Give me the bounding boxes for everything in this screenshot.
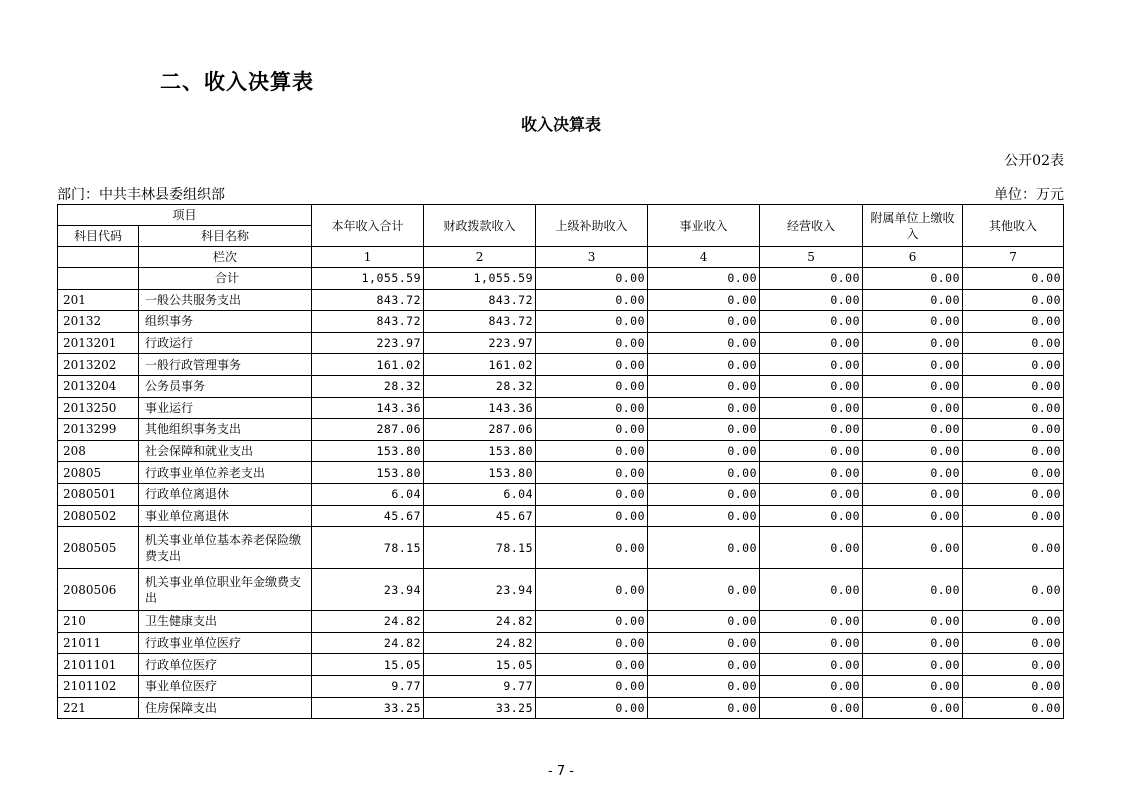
value-cell: 0.00: [963, 675, 1064, 697]
value-cell: 0.00: [536, 311, 648, 333]
value-cell: 287.06: [312, 419, 424, 441]
value-cell: 0.00: [863, 505, 963, 527]
value-cell: 0.00: [648, 462, 760, 484]
header-affiliated: 附属单位上缴收入: [863, 205, 963, 247]
value-cell: 0.00: [760, 354, 863, 376]
value-cell: 1,055.59: [312, 268, 424, 290]
value-cell: 843.72: [424, 289, 536, 311]
value-cell: 0.00: [536, 332, 648, 354]
header-code: 科目代码: [58, 226, 139, 247]
header-total: 本年收入合计: [312, 205, 424, 247]
table-row: [58, 654, 1064, 676]
table-row: [58, 289, 1064, 311]
value-cell: 0.00: [963, 632, 1064, 654]
value-cell: 45.67: [312, 505, 424, 527]
section-heading: 二、收入决算表: [160, 70, 314, 94]
department-label: 部门：中共丰林县委组织部: [57, 187, 225, 203]
value-cell: 78.15: [312, 527, 424, 569]
value-cell: 0.00: [863, 419, 963, 441]
value-cell: 0.00: [963, 527, 1064, 569]
table-row: [58, 440, 1064, 462]
subject-name: 其他组织事务支出: [139, 419, 312, 441]
value-cell: 0.00: [863, 654, 963, 676]
table-title: 收入决算表: [520, 115, 601, 134]
value-cell: 0.00: [536, 375, 648, 397]
value-cell: 0.00: [760, 289, 863, 311]
value-cell: 143.36: [424, 397, 536, 419]
subject-code: 221: [58, 697, 139, 719]
subject-code: 2101102: [58, 675, 139, 697]
value-cell: 161.02: [312, 354, 424, 376]
value-cell: 0.00: [648, 527, 760, 569]
value-cell: 0.00: [760, 419, 863, 441]
table-row: [58, 675, 1064, 697]
value-cell: 0.00: [760, 569, 863, 611]
value-cell: 0.00: [536, 697, 648, 719]
value-cell: 0.00: [648, 440, 760, 462]
subject-name: 社会保障和就业支出: [139, 440, 312, 462]
value-cell: 0.00: [863, 483, 963, 505]
value-cell: 0.00: [648, 332, 760, 354]
subject-code: 20805: [58, 462, 139, 484]
table-row: [58, 354, 1064, 376]
value-cell: 0.00: [963, 654, 1064, 676]
page-number: - 7 -: [548, 764, 574, 779]
value-cell: 161.02: [424, 354, 536, 376]
subject-code: 2101101: [58, 654, 139, 676]
value-cell: 0.00: [760, 483, 863, 505]
value-cell: 9.77: [312, 675, 424, 697]
value-cell: 0.00: [760, 505, 863, 527]
subject-code: 2080506: [58, 569, 139, 611]
lanci-col: 5: [760, 247, 863, 268]
value-cell: 0.00: [536, 419, 648, 441]
subject-name: 一般公共服务支出: [139, 289, 312, 311]
value-cell: 0.00: [648, 611, 760, 633]
value-cell: 0.00: [963, 611, 1064, 633]
value-cell: 0.00: [760, 611, 863, 633]
subject-name: 组织事务: [139, 311, 312, 333]
header-operating: 经营收入: [760, 205, 863, 247]
table-body: [58, 268, 1064, 719]
value-cell: 28.32: [312, 375, 424, 397]
value-cell: 0.00: [963, 354, 1064, 376]
value-cell: 0.00: [648, 632, 760, 654]
value-cell: 0.00: [760, 440, 863, 462]
income-table: [57, 204, 1064, 719]
value-cell: 0.00: [648, 569, 760, 611]
value-cell: 0.00: [536, 354, 648, 376]
value-cell: 23.94: [424, 569, 536, 611]
value-cell: 0.00: [863, 527, 963, 569]
table-row: [58, 462, 1064, 484]
value-cell: 843.72: [424, 311, 536, 333]
lanci-row: [58, 247, 1064, 268]
subject-name: 公务员事务: [139, 375, 312, 397]
value-cell: 0.00: [648, 505, 760, 527]
value-cell: 0.00: [760, 697, 863, 719]
value-cell: 0.00: [760, 397, 863, 419]
subject-code: 2013202: [58, 354, 139, 376]
value-cell: 153.80: [424, 462, 536, 484]
lanci-col: 4: [648, 247, 760, 268]
value-cell: 33.25: [424, 697, 536, 719]
value-cell: 0.00: [760, 375, 863, 397]
value-cell: 24.82: [424, 632, 536, 654]
value-cell: 0.00: [536, 268, 648, 290]
subject-name: 事业单位离退休: [139, 505, 312, 527]
subject-code: 2080502: [58, 505, 139, 527]
value-cell: 0.00: [536, 397, 648, 419]
value-cell: 0.00: [536, 654, 648, 676]
subject-code: 208: [58, 440, 139, 462]
value-cell: 0.00: [863, 332, 963, 354]
value-cell: 0.00: [536, 440, 648, 462]
subject-code: 201: [58, 289, 139, 311]
value-cell: 0.00: [760, 462, 863, 484]
value-cell: 0.00: [963, 397, 1064, 419]
value-cell: 0.00: [648, 483, 760, 505]
value-cell: 0.00: [863, 354, 963, 376]
value-cell: 0.00: [760, 332, 863, 354]
subject-code: [58, 268, 139, 290]
table-row: [58, 611, 1064, 633]
subject-code: 2080505: [58, 527, 139, 569]
value-cell: 0.00: [863, 375, 963, 397]
value-cell: 24.82: [312, 632, 424, 654]
table-row: [58, 569, 1064, 611]
table-row: [58, 375, 1064, 397]
subject-name: 行政事业单位养老支出: [139, 462, 312, 484]
value-cell: 0.00: [648, 697, 760, 719]
value-cell: 0.00: [536, 611, 648, 633]
value-cell: 0.00: [648, 311, 760, 333]
value-cell: 0.00: [963, 419, 1064, 441]
header-name: 科目名称: [139, 226, 312, 247]
value-cell: 0.00: [863, 697, 963, 719]
value-cell: 0.00: [863, 397, 963, 419]
value-cell: 153.80: [312, 440, 424, 462]
value-cell: 0.00: [536, 462, 648, 484]
subject-name: 机关事业单位基本养老保险缴费支出: [139, 527, 312, 569]
value-cell: 0.00: [648, 654, 760, 676]
header-item: 项目: [58, 205, 312, 226]
value-cell: 0.00: [863, 611, 963, 633]
value-cell: 0.00: [863, 569, 963, 611]
subject-name: 一般行政管理事务: [139, 354, 312, 376]
value-cell: 0.00: [536, 632, 648, 654]
value-cell: 0.00: [963, 375, 1064, 397]
value-cell: 78.15: [424, 527, 536, 569]
unit-label: 单位：万元: [994, 187, 1064, 203]
subject-code: 2080501: [58, 483, 139, 505]
value-cell: 0.00: [536, 675, 648, 697]
value-cell: 0.00: [863, 289, 963, 311]
value-cell: 0.00: [760, 632, 863, 654]
value-cell: 0.00: [963, 268, 1064, 290]
value-cell: 843.72: [312, 311, 424, 333]
value-cell: 24.82: [424, 611, 536, 633]
value-cell: 843.72: [312, 289, 424, 311]
lanci-col: 1: [312, 247, 424, 268]
subject-code: 2013201: [58, 332, 139, 354]
value-cell: 0.00: [648, 375, 760, 397]
value-cell: 0.00: [963, 332, 1064, 354]
table-row: [58, 397, 1064, 419]
value-cell: 0.00: [963, 569, 1064, 611]
value-cell: 0.00: [536, 483, 648, 505]
value-cell: 0.00: [863, 440, 963, 462]
header-business: 事业收入: [648, 205, 760, 247]
value-cell: 0.00: [536, 289, 648, 311]
subject-name: 行政单位离退休: [139, 483, 312, 505]
value-cell: 0.00: [760, 527, 863, 569]
value-cell: 24.82: [312, 611, 424, 633]
table-row: [58, 332, 1064, 354]
subject-name: 行政事业单位医疗: [139, 632, 312, 654]
value-cell: 223.97: [312, 332, 424, 354]
subject-code: 210: [58, 611, 139, 633]
table-row: [58, 311, 1064, 333]
value-cell: 0.00: [648, 397, 760, 419]
table-row: [58, 419, 1064, 441]
value-cell: 0.00: [863, 268, 963, 290]
value-cell: 0.00: [648, 675, 760, 697]
value-cell: 6.04: [424, 483, 536, 505]
subject-name: 卫生健康支出: [139, 611, 312, 633]
value-cell: 0.00: [963, 505, 1064, 527]
value-cell: 23.94: [312, 569, 424, 611]
subject-name: 事业运行: [139, 397, 312, 419]
lanci-col: 2: [424, 247, 536, 268]
subject-code: 2013299: [58, 419, 139, 441]
value-cell: 0.00: [648, 268, 760, 290]
lanci-col: 6: [863, 247, 963, 268]
value-cell: 45.67: [424, 505, 536, 527]
lanci-col: 7: [963, 247, 1064, 268]
header-superior: 上级补助收入: [536, 205, 648, 247]
value-cell: 0.00: [963, 697, 1064, 719]
lanci-label: 栏次: [139, 247, 312, 268]
table-row: [58, 697, 1064, 719]
value-cell: 0.00: [863, 311, 963, 333]
table-row: [58, 632, 1064, 654]
value-cell: 28.32: [424, 375, 536, 397]
value-cell: 223.97: [424, 332, 536, 354]
value-cell: 0.00: [760, 675, 863, 697]
table-row: [58, 268, 1064, 290]
table-row: [58, 483, 1064, 505]
subject-name: 行政单位医疗: [139, 654, 312, 676]
subject-name: 机关事业单位职业年金缴费支出: [139, 569, 312, 611]
subject-name: 合计: [139, 268, 312, 290]
value-cell: 0.00: [648, 289, 760, 311]
subject-name: 事业单位医疗: [139, 675, 312, 697]
value-cell: 1,055.59: [424, 268, 536, 290]
value-cell: 287.06: [424, 419, 536, 441]
value-cell: 0.00: [536, 505, 648, 527]
form-code: 公开02表: [1004, 153, 1064, 169]
value-cell: 0.00: [863, 462, 963, 484]
subject-code: 21011: [58, 632, 139, 654]
value-cell: 143.36: [312, 397, 424, 419]
value-cell: 33.25: [312, 697, 424, 719]
value-cell: 0.00: [963, 289, 1064, 311]
header-other: 其他收入: [963, 205, 1064, 247]
value-cell: 0.00: [536, 569, 648, 611]
table-row: [58, 527, 1064, 569]
subject-code: 20132: [58, 311, 139, 333]
table-row: [58, 505, 1064, 527]
value-cell: 0.00: [648, 354, 760, 376]
value-cell: 153.80: [424, 440, 536, 462]
value-cell: 0.00: [963, 440, 1064, 462]
value-cell: 0.00: [963, 311, 1064, 333]
value-cell: 0.00: [760, 268, 863, 290]
value-cell: 0.00: [963, 462, 1064, 484]
value-cell: 15.05: [312, 654, 424, 676]
value-cell: 0.00: [760, 654, 863, 676]
subject-code: 2013204: [58, 375, 139, 397]
subject-code: 2013250: [58, 397, 139, 419]
value-cell: 9.77: [424, 675, 536, 697]
header-fiscal: 财政拨款收入: [424, 205, 536, 247]
lanci-col: 3: [536, 247, 648, 268]
value-cell: 0.00: [863, 675, 963, 697]
subject-name: 住房保障支出: [139, 697, 312, 719]
value-cell: 6.04: [312, 483, 424, 505]
value-cell: 0.00: [648, 419, 760, 441]
value-cell: 0.00: [863, 632, 963, 654]
value-cell: 0.00: [536, 527, 648, 569]
value-cell: 153.80: [312, 462, 424, 484]
value-cell: 0.00: [760, 311, 863, 333]
lanci-blank: [58, 247, 139, 268]
value-cell: 15.05: [424, 654, 536, 676]
value-cell: 0.00: [963, 483, 1064, 505]
subject-name: 行政运行: [139, 332, 312, 354]
